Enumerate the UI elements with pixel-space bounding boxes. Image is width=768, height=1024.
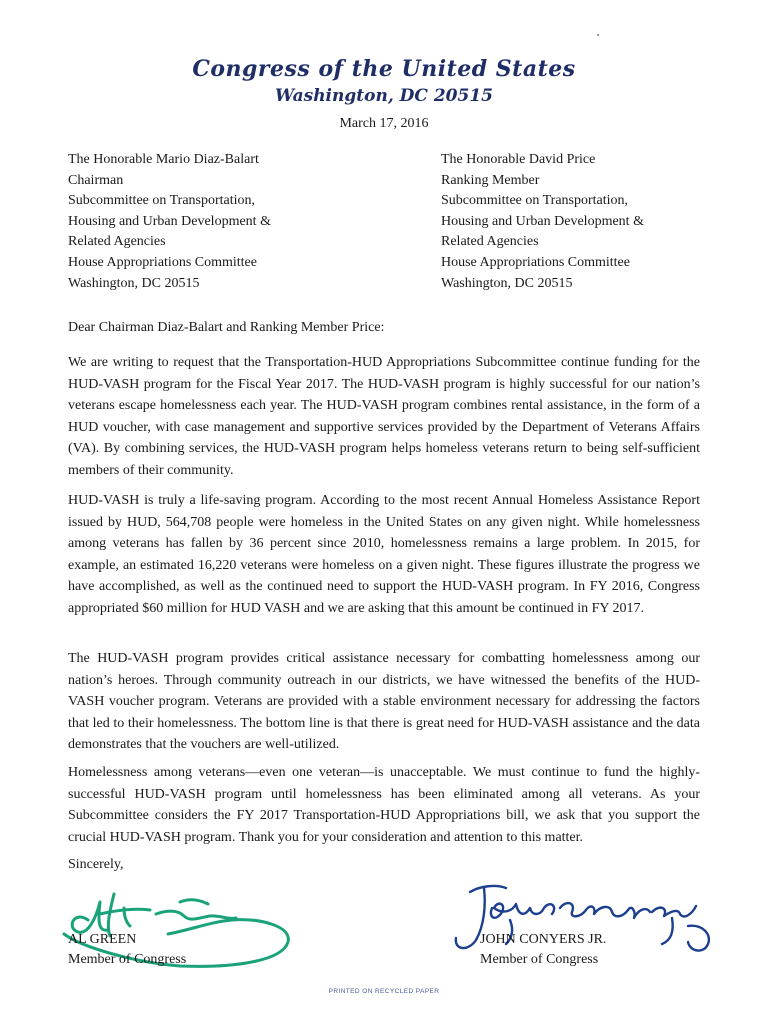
signatory-title: Member of Congress xyxy=(68,952,187,967)
signatory-name: AL GREEN xyxy=(68,932,137,947)
recipient-address-right xyxy=(441,150,644,294)
address-line: Related Agencies xyxy=(68,234,166,250)
letter-date: March 17, 2016 xyxy=(339,116,429,131)
body-paragraph-1: We are writing to request that the Transportation-HUD Appropriations Subcommittee continue funding for the HUD-VASH program for the Fiscal Year 2017. The HUD-VASH program is highly successful for our nation’s veterans escape homelessness each year. The HUD-VASH program combines rental assistance, in the form of a HUD voucher, with case management and supportive services provided by the Department of Veterans Affairs (VA). By combining services, the HUD-VASH program helps homeless veterans return to being self-sufficient members of their community. xyxy=(68,355,700,478)
signatory-name: JOHN CONYERS JR. xyxy=(480,932,607,947)
body-paragraph-3: The HUD-VASH program provides critical assistance necessary for combatting homelessness among our nation’s heroes. Through community outreach in our districts, we have witnessed the benefits of the HUD-VASH voucher program. Veterans are provided with a stable environment necessary for addressing the factors that led to their homelessness. The bottom line is that there is great need for HUD-VASH assistance and the data demonstrates that the vouchers are well-utilized. xyxy=(68,651,700,753)
address-line: House Appropriations Committee xyxy=(68,254,257,270)
address-line: Subcommittee on Transportation, xyxy=(441,193,629,209)
address-line: The Honorable Mario Diaz-Balart xyxy=(68,152,259,167)
salutation: Dear Chairman Diaz-Balart and Ranking Member Price: xyxy=(68,320,385,335)
address-line: Washington, DC 20515 xyxy=(68,275,200,291)
address-line: Chairman xyxy=(68,172,124,188)
address-line: Washington, DC 20515 xyxy=(441,275,573,291)
recycled-paper-footer: PRINTED ON RECYCLED PAPER xyxy=(328,988,440,995)
address-line: Housing and Urban Development & xyxy=(441,213,644,229)
address-line: Subcommittee on Transportation, xyxy=(68,193,256,209)
closing: Sincerely, xyxy=(68,857,124,872)
signatory-al-green xyxy=(68,930,186,970)
scan-speck xyxy=(597,34,599,36)
recipient-address-left xyxy=(68,150,271,294)
address-line: Ranking Member xyxy=(441,172,540,188)
body-paragraph-4: Homelessness among veterans—even one veteran—is unacceptable. We must continue to fund the highly-successful HUD-VASH program until homelessness has been eliminated among all veterans. As your Subcommittee considers the FY 2017 Transportation-HUD Appropriations bill, we ask that you support the crucial HUD-VASH program. Thank you for your consideration and attention to this matter. xyxy=(68,765,700,845)
address-line: Housing and Urban Development & xyxy=(68,213,271,229)
letterhead-title: Congress of the United States xyxy=(192,56,576,82)
address-line: House Appropriations Committee xyxy=(441,254,630,270)
signatory-title: Member of Congress xyxy=(480,952,599,967)
body-paragraph-2: HUD-VASH is truly a life-saving program. According to the most recent Annual Homeless Assistance Report issued by HUD, 564,708 people were homeless in the United States on any given night. While homelessness among veterans has fallen by 36 percent since 2010, homelessness remains a large problem. In 2015, for example, an estimated 16,220 veterans were homeless on a given night. These figures illustrate the progress we have accomplished, as well as the continued need to support the HUD-VASH program. In FY 2016, Congress appropriated $60 million for HUD VASH and we are asking that this amount be continued in FY 2017. xyxy=(68,493,700,616)
letterhead-address: Washington, DC 20515 xyxy=(275,86,493,106)
address-line: Related Agencies xyxy=(441,234,539,250)
address-line: The Honorable David Price xyxy=(441,152,596,167)
signatory-john-conyers xyxy=(480,930,606,970)
